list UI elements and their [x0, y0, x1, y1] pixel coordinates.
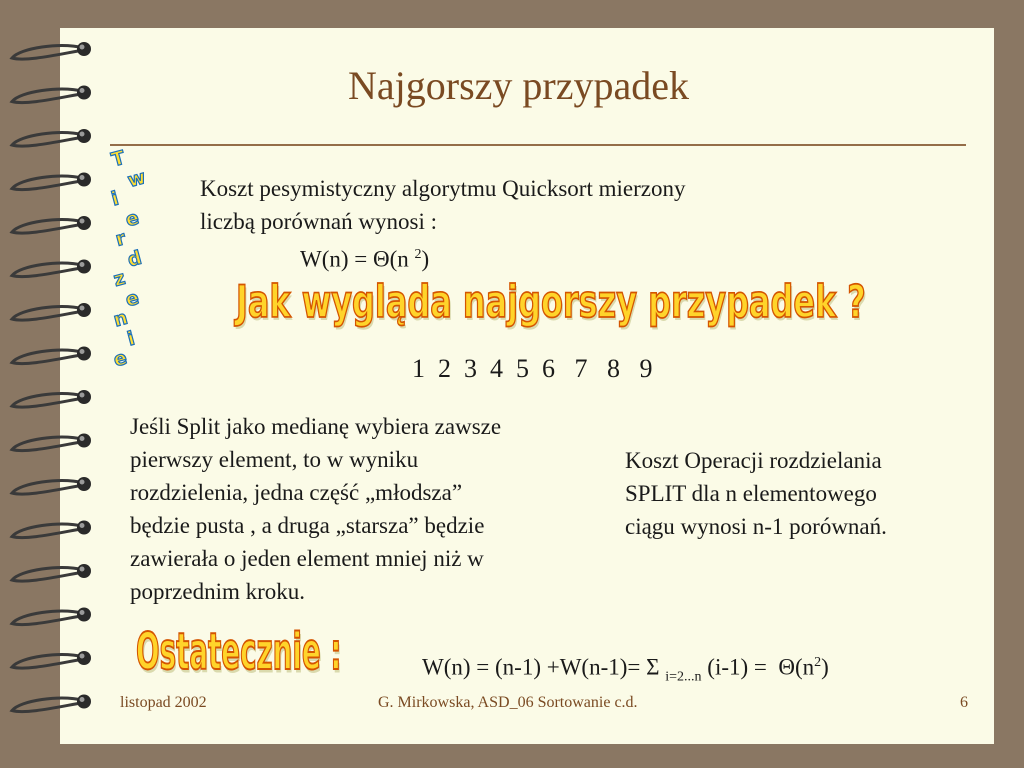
binding-ring — [12, 303, 91, 320]
worst-case-question: Jak wygląda najgorszy przypadek ? — [236, 276, 866, 328]
final-formula-exponent: 2 — [814, 655, 822, 670]
footer-page-number: 6 — [960, 694, 968, 711]
left-paragraph-line: pierwszy element, to w wyniku — [130, 447, 419, 472]
vertical-label-twierdzenie — [98, 146, 160, 385]
title-divider — [110, 144, 966, 146]
binding-ring — [12, 260, 91, 277]
final-formula-close: ) — [821, 654, 829, 680]
final-label: Ostatecznie : — [136, 622, 342, 681]
binding-ring — [12, 477, 91, 494]
right-paragraph-line: Koszt Operacji rozdzielania — [625, 448, 882, 473]
slide-title: Najgorszy przypadek — [348, 63, 689, 108]
binding-ring — [12, 651, 91, 668]
left-paragraph-line: zawierała o jeden element mniej niż w — [130, 546, 484, 571]
left-paragraph-line: poprzednim kroku. — [130, 579, 306, 604]
vertical-label-letter: i — [109, 187, 122, 211]
footer-author: G. Mirkowska, ASD_06 Sortowanie c.d. — [378, 694, 638, 711]
footer-date: listopad 2002 — [120, 694, 207, 711]
right-paragraph-line: ciągu wynosi n-1 porównań. — [625, 514, 887, 539]
binding-ring — [12, 390, 91, 407]
binding-ring — [12, 347, 91, 364]
binding-ring — [12, 608, 91, 625]
binding-ring — [12, 521, 91, 538]
vertical-label-letter: e — [123, 206, 142, 232]
intro-line-1: Koszt pesymistyczny algorytmu Quicksort mierzony — [200, 176, 686, 201]
final-formula-subscript: i=2...n — [665, 669, 702, 685]
vertical-label-letter: n — [111, 306, 131, 332]
vertical-label-letter: e — [123, 286, 142, 312]
final-formula-part-b: (i-1) = Θ(n — [701, 654, 815, 680]
intro-line-2: liczbą porównań wynosi : — [200, 209, 437, 234]
binding-ring — [12, 42, 91, 59]
right-paragraph — [625, 444, 887, 543]
final-formula-part-a: W(n) = (n-1) +W(n-1)= Σ — [422, 654, 666, 680]
binding-ring — [12, 129, 91, 146]
formula-main: W(n) = Θ(n — [300, 246, 415, 272]
vertical-label-letter: e — [111, 346, 130, 372]
vertical-label-letter: w — [125, 166, 148, 192]
vertical-label-letter: z — [111, 266, 128, 292]
binding-ring — [12, 695, 91, 712]
left-paragraph — [130, 410, 501, 608]
left-paragraph-line: będzie pusta , a druga „starsza” będzie — [130, 513, 485, 538]
spiral-binding — [0, 30, 110, 750]
number-sequence: 1 2 3 4 5 6 7 8 9 — [412, 354, 653, 383]
vertical-label-letter: r — [113, 227, 128, 251]
vertical-label-letter: d — [125, 246, 145, 272]
binding-ring — [12, 434, 91, 451]
vertical-label-letter: T — [109, 146, 128, 172]
vertical-label-letter: i — [125, 327, 138, 351]
binding-ring — [12, 564, 91, 581]
final-formula — [422, 646, 829, 693]
binding-ring — [12, 173, 91, 190]
intro-text — [200, 172, 685, 276]
theta-formula — [200, 238, 685, 276]
formula-close: ) — [421, 246, 430, 272]
binding-ring — [12, 86, 91, 103]
binding-ring — [12, 216, 91, 233]
left-paragraph-line: rozdzielenia, jedna część „młodsza” — [130, 480, 463, 505]
left-paragraph-line: Jeśli Split jako medianę wybiera zawsze — [130, 414, 502, 439]
formula-exponent: 2 — [414, 247, 422, 262]
right-paragraph-line: SPLIT dla n elementowego — [625, 481, 877, 506]
